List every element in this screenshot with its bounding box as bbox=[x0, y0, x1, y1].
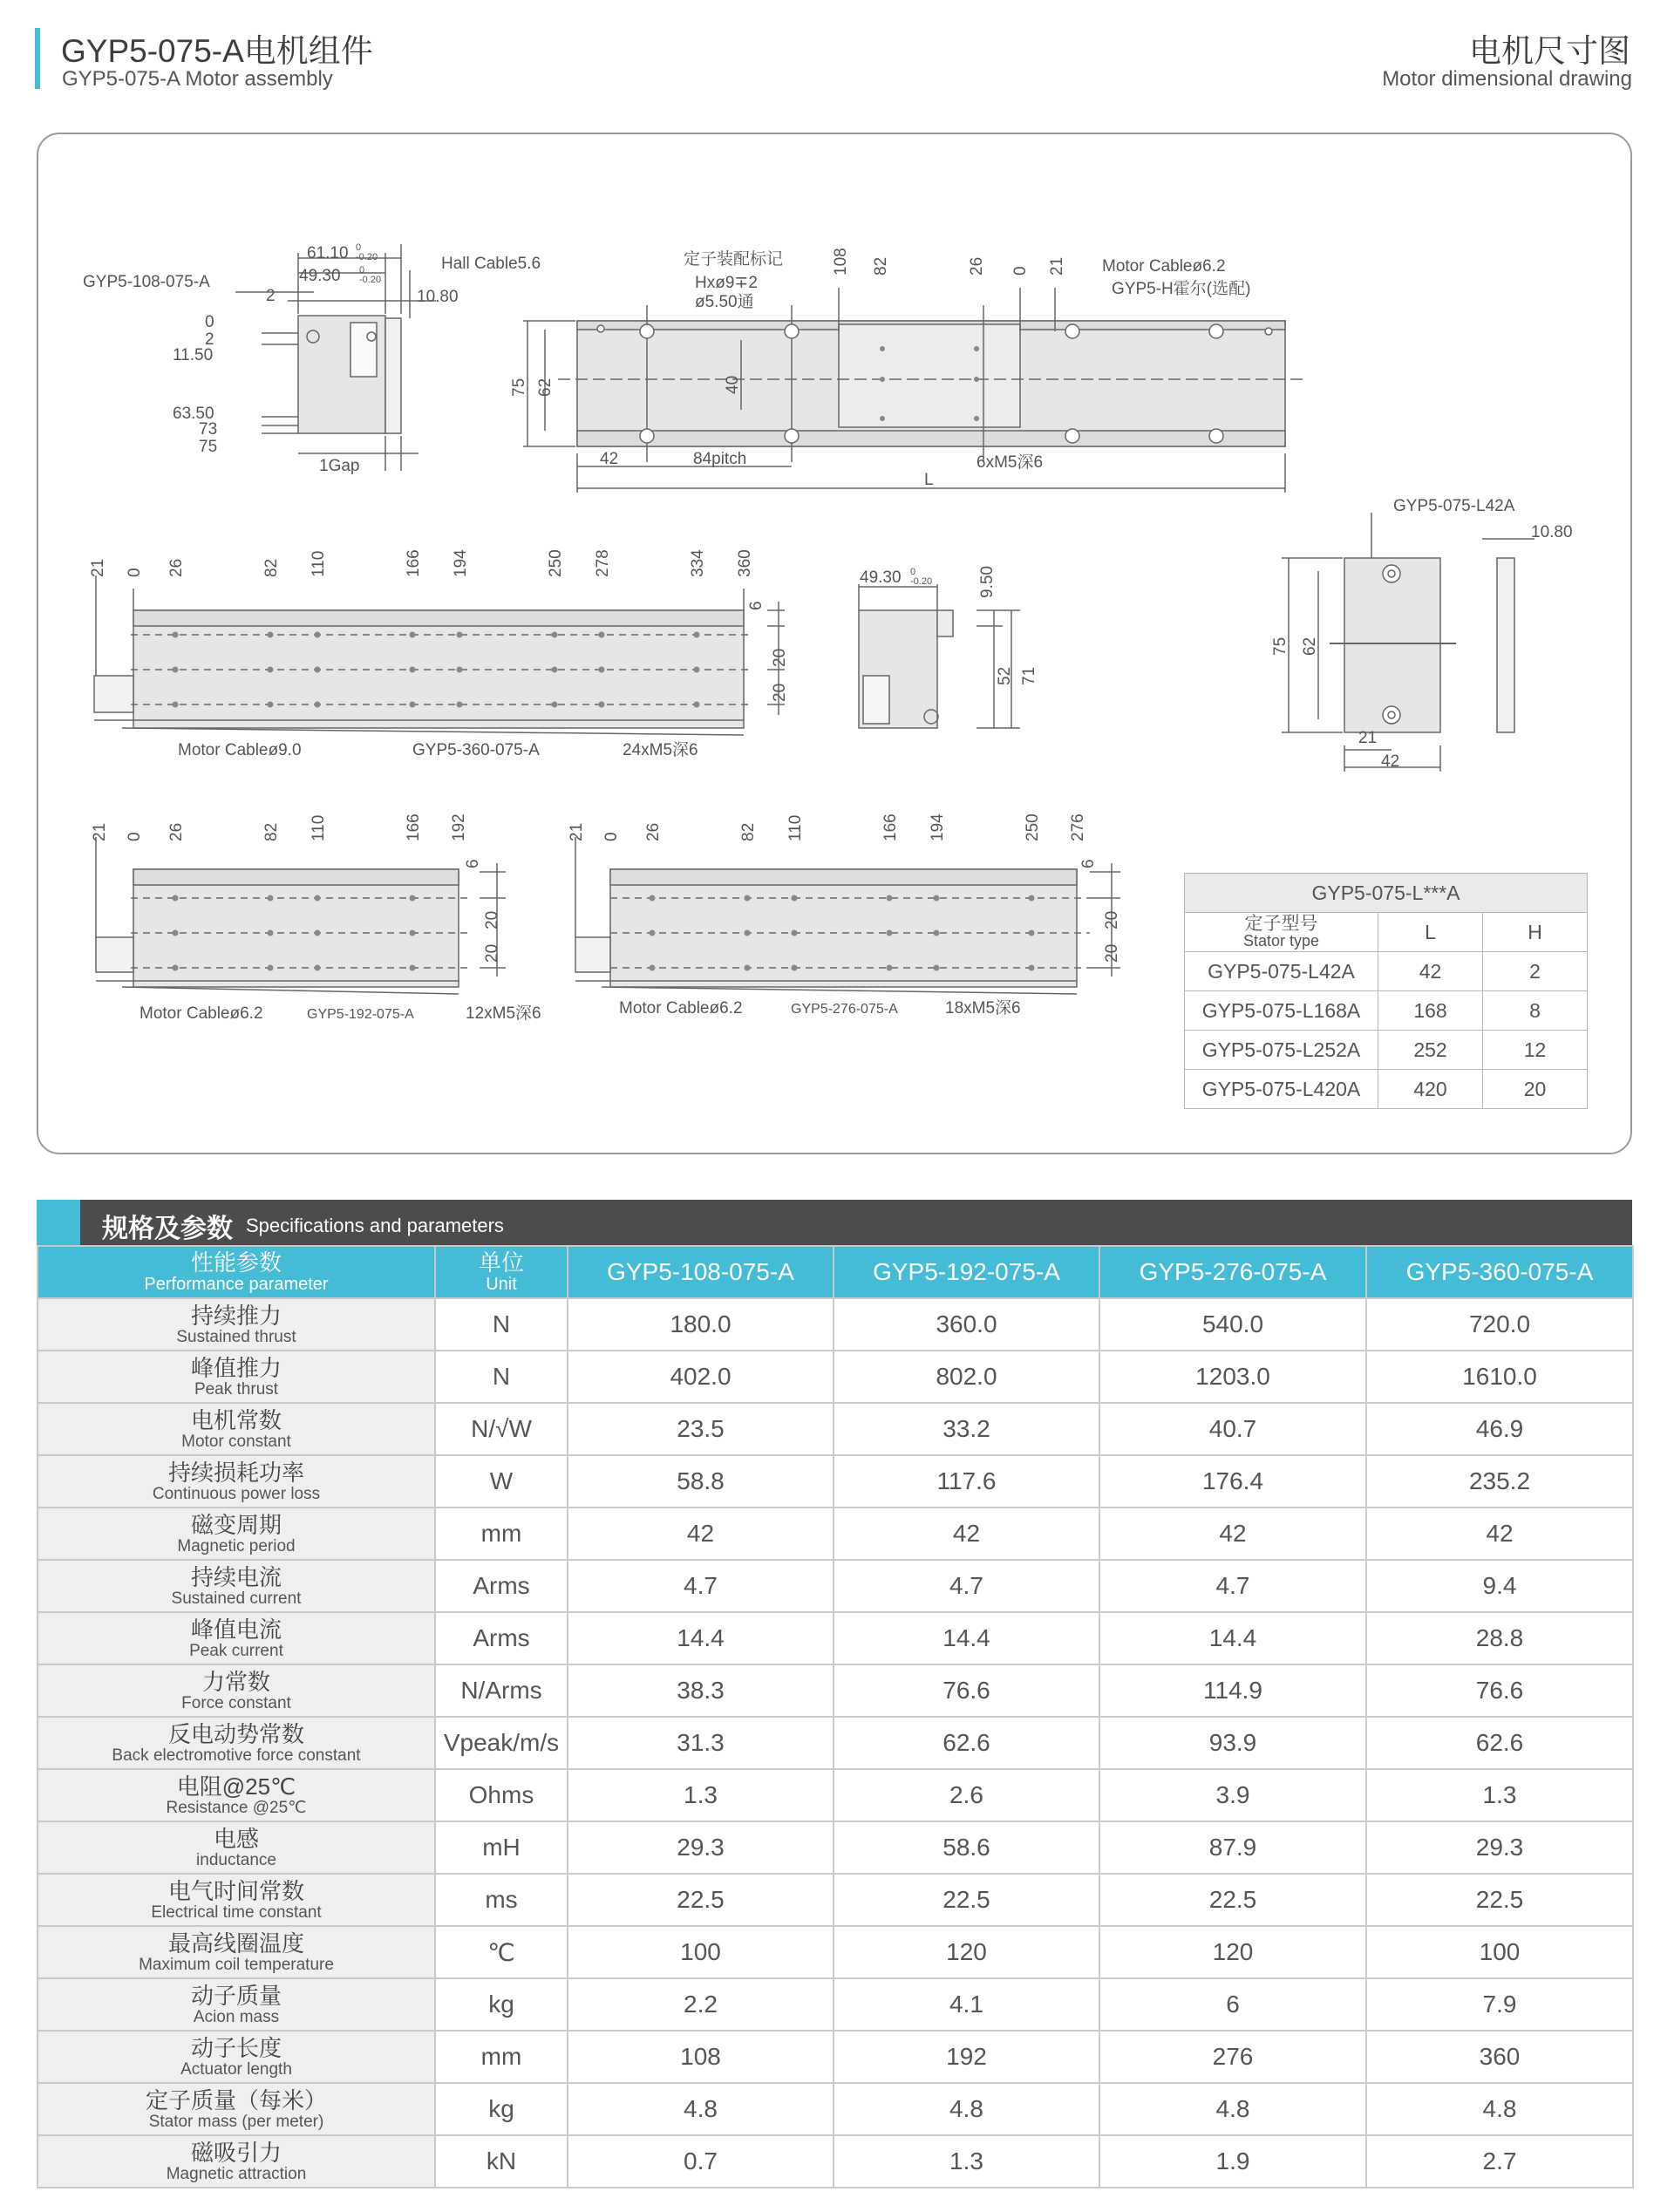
dim-20b-360: 20 bbox=[771, 683, 789, 702]
dim-20a-192: 20 bbox=[483, 910, 501, 929]
spec-param-cell bbox=[37, 1508, 435, 1560]
spec-value: 29.3 bbox=[568, 1821, 834, 1874]
stator-L: 252 bbox=[1378, 1031, 1483, 1070]
spec-row bbox=[37, 2083, 1633, 2135]
spec-value: 720.0 bbox=[1366, 1298, 1633, 1351]
tick-276-110: 110 bbox=[786, 814, 805, 841]
specs-header-row bbox=[37, 1246, 1633, 1298]
hole-hx-label: Hxø9∓2 bbox=[695, 274, 758, 292]
spec-param-en: Back electromotive force constant bbox=[112, 1746, 361, 1765]
tick-276-194: 194 bbox=[929, 813, 947, 841]
spec-value: 42 bbox=[568, 1508, 834, 1560]
spec-row bbox=[37, 1978, 1633, 2031]
stator-row bbox=[1185, 952, 1588, 991]
section-subtitle: Motor dimensional drawing bbox=[1382, 67, 1632, 91]
spec-value: 42 bbox=[1366, 1508, 1633, 1560]
tick-192-0: 0 bbox=[126, 832, 144, 841]
dim-75-plan: 75 bbox=[510, 378, 528, 397]
spec-value: 58.6 bbox=[834, 1821, 1099, 1874]
dim-49-30: 49.30 bbox=[299, 267, 341, 285]
dim-10-80: 10.80 bbox=[417, 288, 459, 306]
spec-row bbox=[37, 1769, 1633, 1821]
dim-61-10: 61.10 bbox=[307, 244, 349, 262]
dim-52: 52 bbox=[996, 666, 1014, 685]
dim-2: 2 bbox=[266, 287, 276, 305]
specs-table bbox=[37, 1245, 1634, 2188]
spec-row bbox=[37, 1455, 1633, 1508]
stator-H: 20 bbox=[1483, 1070, 1588, 1109]
spec-value: 22.5 bbox=[1366, 1874, 1633, 1926]
spec-param-cn: 动子质量 bbox=[190, 1982, 282, 2009]
model-label-360: GYP5-360-075-A bbox=[412, 741, 540, 759]
spec-row bbox=[37, 1874, 1633, 1926]
model-header: GYP5-108-075-A bbox=[568, 1246, 834, 1298]
spec-unit: ℃ bbox=[435, 1926, 568, 1978]
tick-left-75: 75 bbox=[199, 438, 218, 456]
spec-unit: mH bbox=[435, 1821, 568, 1874]
spec-value: 4.8 bbox=[1099, 2083, 1366, 2135]
tick-360-334: 334 bbox=[689, 549, 707, 577]
spec-value: 1.9 bbox=[1099, 2135, 1366, 2188]
spec-param-cell bbox=[37, 2135, 435, 2188]
motor-cable-6-2-276: Motor Cableø6.2 bbox=[619, 999, 743, 1018]
model-label-192: GYP5-192-075-A bbox=[307, 1007, 414, 1022]
tick-top-0: 0 bbox=[1011, 266, 1030, 276]
tick-360-278: 278 bbox=[594, 549, 612, 577]
stator-row bbox=[1185, 1031, 1588, 1070]
tol-upper-2: 0 bbox=[359, 265, 365, 276]
tick-276-26: 26 bbox=[644, 822, 663, 841]
spec-value: 4.7 bbox=[1099, 1560, 1366, 1612]
spec-param-cell bbox=[37, 1298, 435, 1351]
spec-param-cell bbox=[37, 1926, 435, 1978]
dim-6-360: 6 bbox=[747, 601, 766, 610]
stator-L: 420 bbox=[1378, 1070, 1483, 1109]
hall-option-label: GYP5-H霍尔(选配) bbox=[1112, 280, 1251, 298]
spec-value: 235.2 bbox=[1366, 1455, 1633, 1508]
spec-value: 360 bbox=[1366, 2031, 1633, 2083]
dim-20a-276: 20 bbox=[1103, 910, 1121, 929]
spec-param-cn: 电气时间常数 bbox=[167, 1877, 304, 1904]
tick-360-26: 26 bbox=[167, 558, 186, 577]
spec-value: 38.3 bbox=[568, 1664, 834, 1717]
spec-value: 28.8 bbox=[1366, 1612, 1633, 1664]
tick-top-26: 26 bbox=[968, 256, 986, 276]
tick-360-166: 166 bbox=[405, 549, 423, 577]
spec-param-cn: 持续推力 bbox=[190, 1302, 282, 1329]
spec-value: 180.0 bbox=[568, 1298, 834, 1351]
tick-192-26: 26 bbox=[167, 822, 186, 841]
spec-unit: Vpeak/m/s bbox=[435, 1717, 568, 1769]
model-label-276: GYP5-276-075-A bbox=[791, 1002, 898, 1017]
spec-param-en: Stator mass (per meter) bbox=[148, 2112, 324, 2131]
spec-value: 14.4 bbox=[568, 1612, 834, 1664]
spec-param-cell bbox=[37, 2083, 435, 2135]
spec-value: 9.4 bbox=[1366, 1560, 1633, 1612]
dim-9-50: 9.50 bbox=[978, 566, 997, 598]
spec-value: 4.8 bbox=[568, 2083, 834, 2135]
spec-value: 100 bbox=[568, 1926, 834, 1978]
spec-unit: W bbox=[435, 1455, 568, 1508]
spec-row bbox=[37, 1821, 1633, 1874]
tick-left-2: 2 bbox=[205, 330, 214, 349]
stator-row bbox=[1185, 991, 1588, 1031]
stator-type: GYP5-075-L252A bbox=[1185, 1031, 1378, 1070]
spec-param-cell bbox=[37, 1403, 435, 1455]
dim-75-end: 75 bbox=[1271, 636, 1290, 656]
dim-62-end: 62 bbox=[1301, 636, 1319, 656]
spec-value: 117.6 bbox=[834, 1455, 1099, 1508]
spec-value: 6 bbox=[1099, 1978, 1366, 2031]
spec-value: 1.3 bbox=[568, 1769, 834, 1821]
tick-276-250: 250 bbox=[1024, 813, 1042, 841]
stator-type-table bbox=[1184, 873, 1588, 1109]
spec-param-cn: 持续电流 bbox=[190, 1563, 282, 1590]
stator-row bbox=[1185, 1070, 1588, 1109]
motor-cable-6-2-192: Motor Cableø6.2 bbox=[140, 1004, 263, 1023]
spec-unit: kN bbox=[435, 2135, 568, 2188]
spec-value: 7.9 bbox=[1366, 1978, 1633, 2031]
spec-param-en: Force constant bbox=[181, 1693, 291, 1712]
model-header: GYP5-360-075-A bbox=[1366, 1246, 1633, 1298]
spec-value: 402.0 bbox=[568, 1351, 834, 1403]
stator-header-en: Stator type bbox=[1242, 932, 1320, 949]
tick-192-82: 82 bbox=[262, 822, 281, 841]
model-header: GYP5-192-075-A bbox=[834, 1246, 1099, 1298]
spec-row bbox=[37, 1298, 1633, 1351]
spec-value: 1.3 bbox=[834, 2135, 1099, 2188]
dim-20b-192: 20 bbox=[483, 943, 501, 963]
spec-value: 108 bbox=[568, 2031, 834, 2083]
page-subtitle: GYP5-075-A Motor assembly bbox=[62, 67, 333, 91]
spec-param-cell bbox=[37, 1351, 435, 1403]
spec-param-en: Acion mass bbox=[193, 2007, 280, 2026]
spec-param-cn: 最高线圈温度 bbox=[167, 1930, 304, 1957]
tick-360-21: 21 bbox=[89, 558, 107, 577]
spec-param-en: Electrical time constant bbox=[151, 1902, 322, 1922]
spec-param-cell bbox=[37, 2031, 435, 2083]
param-header bbox=[37, 1246, 435, 1298]
spec-param-en: Continuous power loss bbox=[152, 1484, 321, 1503]
spec-param-cn: 定子质量（每米） bbox=[145, 2086, 327, 2113]
spec-param-cn: 磁吸引力 bbox=[190, 2139, 282, 2166]
length-L-label: L bbox=[924, 471, 934, 489]
spec-value: 3.9 bbox=[1099, 1769, 1366, 1821]
spec-value: 22.5 bbox=[568, 1874, 834, 1926]
stator-end-view bbox=[1282, 513, 1534, 772]
spec-param-cn: 持续损耗功率 bbox=[167, 1459, 304, 1486]
stator-table-title: GYP5-075-L***A bbox=[1185, 874, 1588, 913]
spec-param-en: Peak thrust bbox=[194, 1379, 279, 1399]
screw-18-label: 18xM5深6 bbox=[945, 999, 1021, 1018]
tick-top-82: 82 bbox=[872, 256, 890, 276]
spec-row bbox=[37, 1403, 1633, 1455]
spec-unit: N/√W bbox=[435, 1403, 568, 1455]
spec-param-en: Magnetic attraction bbox=[166, 2164, 307, 2183]
spec-param-en: Magnetic period bbox=[177, 1536, 296, 1555]
spec-value: 14.4 bbox=[1099, 1612, 1366, 1664]
spec-param-cn: 峰值电流 bbox=[190, 1616, 282, 1643]
spec-value: 176.4 bbox=[1099, 1455, 1366, 1508]
spec-value: 87.9 bbox=[1099, 1821, 1366, 1874]
spec-value: 42 bbox=[1099, 1508, 1366, 1560]
param-header-cn: 性能参数 bbox=[190, 1249, 282, 1276]
spec-value: 76.6 bbox=[1366, 1664, 1633, 1717]
dim-40-plan: 40 bbox=[724, 375, 742, 394]
tick-276-166: 166 bbox=[881, 813, 900, 841]
spec-value: 100 bbox=[1366, 1926, 1633, 1978]
specs-title-en: Specifications and parameters bbox=[246, 1215, 504, 1236]
tick-360-360: 360 bbox=[736, 549, 754, 577]
spec-param-en: Peak current bbox=[189, 1641, 283, 1660]
tick-360-250: 250 bbox=[547, 549, 565, 577]
stator-type: GYP5-075-L168A bbox=[1185, 991, 1378, 1031]
spec-value: 540.0 bbox=[1099, 1298, 1366, 1351]
spec-value: 802.0 bbox=[834, 1351, 1099, 1403]
spec-unit: Ohms bbox=[435, 1769, 568, 1821]
spec-param-cn: 反电动势常数 bbox=[167, 1720, 304, 1747]
spec-row bbox=[37, 1717, 1633, 1769]
hole-through-label: ø5.50通 bbox=[695, 293, 754, 311]
dim-21-end: 21 bbox=[1358, 729, 1378, 747]
stator-L: 168 bbox=[1378, 991, 1483, 1031]
dim-20a-360: 20 bbox=[771, 648, 789, 667]
spec-value: 62.6 bbox=[1366, 1717, 1633, 1769]
spec-param-cn: 峰值推力 bbox=[190, 1354, 282, 1381]
spec-param-en: Sustained thrust bbox=[176, 1327, 296, 1346]
dim-20b-276: 20 bbox=[1103, 943, 1121, 963]
spec-value: 40.7 bbox=[1099, 1403, 1366, 1455]
spec-param-cell bbox=[37, 1612, 435, 1664]
dim-6-192: 6 bbox=[464, 859, 482, 868]
tick-276-21: 21 bbox=[568, 822, 586, 841]
tick-left-63-50: 63.50 bbox=[173, 405, 214, 423]
spec-row bbox=[37, 1508, 1633, 1560]
spec-value: 58.8 bbox=[568, 1455, 834, 1508]
motor-cable-6-2-top: Motor Cableø6.2 bbox=[1102, 257, 1226, 276]
spec-value: 14.4 bbox=[834, 1612, 1099, 1664]
spec-value: 76.6 bbox=[834, 1664, 1099, 1717]
rail-view-360 bbox=[94, 575, 785, 735]
spec-row bbox=[37, 2135, 1633, 2188]
spec-unit: N/Arms bbox=[435, 1664, 568, 1717]
spec-param-cell bbox=[37, 1769, 435, 1821]
spec-param-cn: 电阻@25℃ bbox=[176, 1773, 296, 1800]
unit-header-en: Unit bbox=[486, 1275, 517, 1294]
dim-6-276: 6 bbox=[1079, 859, 1098, 868]
unit-header bbox=[435, 1246, 568, 1298]
spec-row bbox=[37, 1926, 1633, 1978]
stator-header-cn: 定子型号 bbox=[1244, 914, 1318, 934]
spec-param-cn: 力常数 bbox=[201, 1668, 270, 1695]
rail-view-276 bbox=[575, 837, 1120, 994]
spec-value: 2.7 bbox=[1366, 2135, 1633, 2188]
spec-unit: Arms bbox=[435, 1560, 568, 1612]
spec-value: 4.7 bbox=[834, 1560, 1099, 1612]
stator-table-header-type bbox=[1185, 913, 1378, 952]
specs-title-cn: 规格及参数 bbox=[102, 1215, 233, 1243]
tol-lower-2: -0.20 bbox=[359, 275, 382, 285]
tol-lower-1: -0.20 bbox=[356, 252, 378, 262]
spec-param-en: Motor constant bbox=[181, 1432, 291, 1451]
page-title: GYP5-075-A电机组件 bbox=[61, 33, 373, 69]
spec-value: 22.5 bbox=[1099, 1874, 1366, 1926]
tick-192-192: 192 bbox=[450, 813, 468, 841]
model-header: GYP5-276-075-A bbox=[1099, 1246, 1366, 1298]
spec-value: 29.3 bbox=[1366, 1821, 1633, 1874]
spec-value: 1.3 bbox=[1366, 1769, 1633, 1821]
spec-unit: mm bbox=[435, 1508, 568, 1560]
gap-label: 1Gap bbox=[319, 457, 360, 475]
top-plan-view bbox=[523, 288, 1303, 493]
spec-value: 2.2 bbox=[568, 1978, 834, 2031]
tick-left-73: 73 bbox=[199, 420, 218, 439]
dim-42-end: 42 bbox=[1381, 752, 1400, 771]
spec-param-en: Sustained current bbox=[171, 1589, 302, 1608]
spec-value: 4.8 bbox=[1366, 2083, 1633, 2135]
model-label-l42a: GYP5-075-L42A bbox=[1393, 497, 1515, 515]
stator-H: 12 bbox=[1483, 1031, 1588, 1070]
stator-H: 2 bbox=[1483, 952, 1588, 991]
rail-view-192 bbox=[96, 837, 506, 994]
spec-value: 1203.0 bbox=[1099, 1351, 1366, 1403]
spec-value: 46.9 bbox=[1366, 1403, 1633, 1455]
spec-param-cell bbox=[37, 1455, 435, 1508]
spec-value: 4.7 bbox=[568, 1560, 834, 1612]
tol-lower-3: -0.20 bbox=[910, 576, 933, 587]
pitch-label: 84pitch bbox=[693, 450, 747, 468]
spec-value: 2.6 bbox=[834, 1769, 1099, 1821]
screw-24-label: 24xM5深6 bbox=[623, 741, 698, 759]
spec-param-cell bbox=[37, 1821, 435, 1874]
tick-top-21: 21 bbox=[1048, 256, 1066, 276]
param-header-en: Performance parameter bbox=[144, 1275, 329, 1294]
spec-param-cell bbox=[37, 1560, 435, 1612]
spec-value: 4.8 bbox=[834, 2083, 1099, 2135]
spec-value: 120 bbox=[1099, 1926, 1366, 1978]
specs-table-body bbox=[37, 1298, 1633, 2188]
spec-row bbox=[37, 2031, 1633, 2083]
spec-param-en: Resistance @25℃ bbox=[166, 1798, 307, 1817]
spec-value: 33.2 bbox=[834, 1403, 1099, 1455]
spec-unit: Arms bbox=[435, 1612, 568, 1664]
specs-section-header bbox=[37, 1200, 1632, 1245]
screw-12-label: 12xM5深6 bbox=[466, 1004, 541, 1023]
tick-192-166: 166 bbox=[405, 813, 423, 841]
tick-left-0: 0 bbox=[205, 313, 214, 331]
spec-unit: mm bbox=[435, 2031, 568, 2083]
stator-header-L: L bbox=[1378, 913, 1483, 952]
spec-value: 42 bbox=[834, 1508, 1099, 1560]
spec-row bbox=[37, 1560, 1633, 1612]
tol-upper-1: 0 bbox=[356, 242, 362, 253]
dim-42-plan: 42 bbox=[600, 450, 619, 468]
spec-unit: ms bbox=[435, 1874, 568, 1926]
motor-cable-9-label: Motor Cableø9.0 bbox=[178, 741, 302, 759]
hall-cable-label: Hall Cable5.6 bbox=[441, 255, 541, 273]
tick-360-82: 82 bbox=[262, 558, 281, 577]
spec-value: 0.7 bbox=[568, 2135, 834, 2188]
spec-row bbox=[37, 1351, 1633, 1403]
tick-360-194: 194 bbox=[452, 549, 470, 577]
stator-L: 42 bbox=[1378, 952, 1483, 991]
dim-71: 71 bbox=[1020, 666, 1038, 685]
specs-accent bbox=[37, 1200, 80, 1245]
spec-row bbox=[37, 1664, 1633, 1717]
spec-value: 114.9 bbox=[1099, 1664, 1366, 1717]
spec-unit: kg bbox=[435, 2083, 568, 2135]
spec-unit: N bbox=[435, 1298, 568, 1351]
spec-param-cn: 磁变周期 bbox=[190, 1511, 282, 1538]
tick-192-110: 110 bbox=[310, 814, 328, 841]
tick-360-110: 110 bbox=[310, 550, 328, 577]
spec-value: 22.5 bbox=[834, 1874, 1099, 1926]
spec-param-cell bbox=[37, 1664, 435, 1717]
model-label-108: GYP5-108-075-A bbox=[83, 273, 210, 291]
dim-49-30-small: 49.30 bbox=[860, 568, 902, 587]
spec-value: 4.1 bbox=[834, 1978, 1099, 2031]
stator-type: GYP5-075-L420A bbox=[1185, 1070, 1378, 1109]
dim-62-plan: 62 bbox=[536, 378, 555, 397]
tick-top-108: 108 bbox=[832, 248, 850, 276]
spec-value: 1610.0 bbox=[1366, 1351, 1633, 1403]
spec-value: 192 bbox=[834, 2031, 1099, 2083]
side-view-small bbox=[859, 584, 1020, 728]
screw-6-label: 6xM5深6 bbox=[976, 453, 1044, 472]
tick-360-0: 0 bbox=[126, 568, 144, 577]
spec-param-cn: 电感 bbox=[213, 1825, 259, 1852]
spec-value: 23.5 bbox=[568, 1403, 834, 1455]
spec-param-cn: 动子长度 bbox=[190, 2034, 282, 2061]
spec-param-en: Actuator length bbox=[180, 2059, 292, 2079]
unit-header-cn: 单位 bbox=[478, 1249, 524, 1276]
spec-row bbox=[37, 1612, 1633, 1664]
spec-unit: kg bbox=[435, 1978, 568, 2031]
spec-value: 120 bbox=[834, 1926, 1099, 1978]
spec-value: 62.6 bbox=[834, 1717, 1099, 1769]
spec-value: 93.9 bbox=[1099, 1717, 1366, 1769]
tick-276-0: 0 bbox=[602, 832, 621, 841]
stator-H: 8 bbox=[1483, 991, 1588, 1031]
stator-type: GYP5-075-L42A bbox=[1185, 952, 1378, 991]
spec-param-cn: 电机常数 bbox=[190, 1406, 282, 1433]
stator-header-H: H bbox=[1483, 913, 1588, 952]
spec-param-en: inductance bbox=[196, 1850, 276, 1869]
spec-value: 31.3 bbox=[568, 1717, 834, 1769]
spec-unit: N bbox=[435, 1351, 568, 1403]
tick-192-21: 21 bbox=[91, 822, 109, 841]
spec-param-cell bbox=[37, 1978, 435, 2031]
tick-276-82: 82 bbox=[739, 822, 758, 841]
tick-left-11-50: 11.50 bbox=[173, 346, 214, 364]
dim-10-80-end: 10.80 bbox=[1531, 523, 1573, 541]
tol-upper-3: 0 bbox=[910, 567, 916, 577]
spec-value: 360.0 bbox=[834, 1298, 1099, 1351]
stator-mark-label: 定子装配标记 bbox=[684, 250, 784, 269]
spec-param-cell bbox=[37, 1874, 435, 1926]
section-title: 电机尺寸图 bbox=[1469, 33, 1630, 69]
spec-value: 276 bbox=[1099, 2031, 1366, 2083]
spec-param-en: Maximum coil temperature bbox=[139, 1955, 334, 1974]
tick-276-276: 276 bbox=[1069, 813, 1087, 841]
spec-param-cell bbox=[37, 1717, 435, 1769]
